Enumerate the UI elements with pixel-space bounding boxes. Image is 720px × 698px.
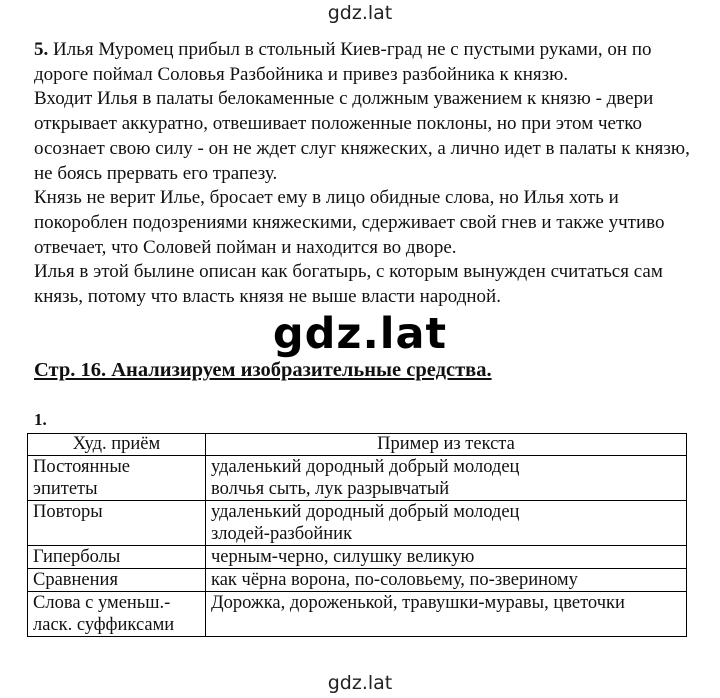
table-row — [28, 569, 687, 592]
example-cell — [206, 569, 687, 592]
table-row — [28, 456, 687, 501]
device-cell — [28, 592, 206, 637]
cell-line: Слова с уменьш.- — [33, 593, 171, 613]
answer-paragraph: Князь не верит Илье, бросает ему в лицо обидные слова, но Илья хоть и покороблен подозрениями княжескими, сдерживает свой гнев и также учтиво отвечает, что Соловей пойман и находится во дворе. — [34, 187, 665, 258]
cell-line: злодей-разбойник — [211, 524, 353, 544]
column-header-device: Худ. приём — [28, 434, 206, 456]
cell-line: ласк. суффиксами — [33, 615, 175, 635]
watermark-bottom: gdz.lat — [327, 672, 393, 694]
cell-line: Сравнения — [33, 570, 118, 590]
example-cell — [206, 546, 687, 569]
answer-paragraph: Входит Илья в палаты белокаменные с должным уважением к князю - двери открывает аккуратно, отвешивает положенные поклоны, но при этом четко осознает свою силу - он не ждет слуг княжеских, а лично идет в палаты к князю, не боясь прервать его трапезу. — [34, 88, 690, 184]
answer-number: 5. — [34, 39, 49, 60]
column-header-example: Пример из текста — [206, 434, 687, 456]
cell-line: как чёрна ворона, по-соловьему, по-звериному — [211, 570, 578, 590]
example-cell — [206, 456, 687, 501]
answer-paragraph — [34, 38, 704, 87]
cell-line: Постоянные — [33, 457, 130, 477]
cell-line: волчья сыть, лук разрывчатый — [211, 479, 450, 499]
device-cell — [28, 456, 206, 501]
cell-line: Дорожка, дороженькой, травушки-муравы, цветочки — [211, 593, 625, 613]
answer-text — [34, 38, 704, 310]
cell-line: черным-черно, силушку великую — [211, 547, 475, 567]
device-cell — [28, 569, 206, 592]
device-cell — [28, 546, 206, 569]
device-cell — [28, 501, 206, 546]
section-heading: Стр. 16. Анализируем изобразительные средства. — [34, 359, 492, 381]
cell-line: Повторы — [33, 502, 103, 522]
cell-line: Гиперболы — [33, 547, 121, 567]
cell-line: удаленький дородный добрый молодец — [211, 502, 520, 522]
example-cell — [206, 501, 687, 546]
answer-paragraph-text: Илья Муромец прибыл в стольный Киев-град не с пустыми руками, он по дороге поймал Соловья Разбойника и привез разбойника к князю. — [34, 39, 652, 85]
answer-paragraph: Илья в этой былине описан как богатырь, с которым вынужден считаться сам князь, потому что власть князя не выше власти народной. — [34, 261, 663, 308]
watermark-middle: gdz.lat — [272, 309, 448, 359]
example-cell — [206, 592, 687, 637]
table-row — [28, 592, 687, 637]
task-number: 1. — [34, 410, 47, 429]
devices-table — [27, 433, 687, 637]
cell-line: удаленький дородный добрый молодец — [211, 457, 520, 477]
cell-line: эпитеты — [33, 479, 98, 499]
table-row — [28, 546, 687, 569]
table-header-row — [28, 434, 687, 456]
table-row — [28, 501, 687, 546]
watermark-top: gdz.lat — [327, 2, 393, 24]
